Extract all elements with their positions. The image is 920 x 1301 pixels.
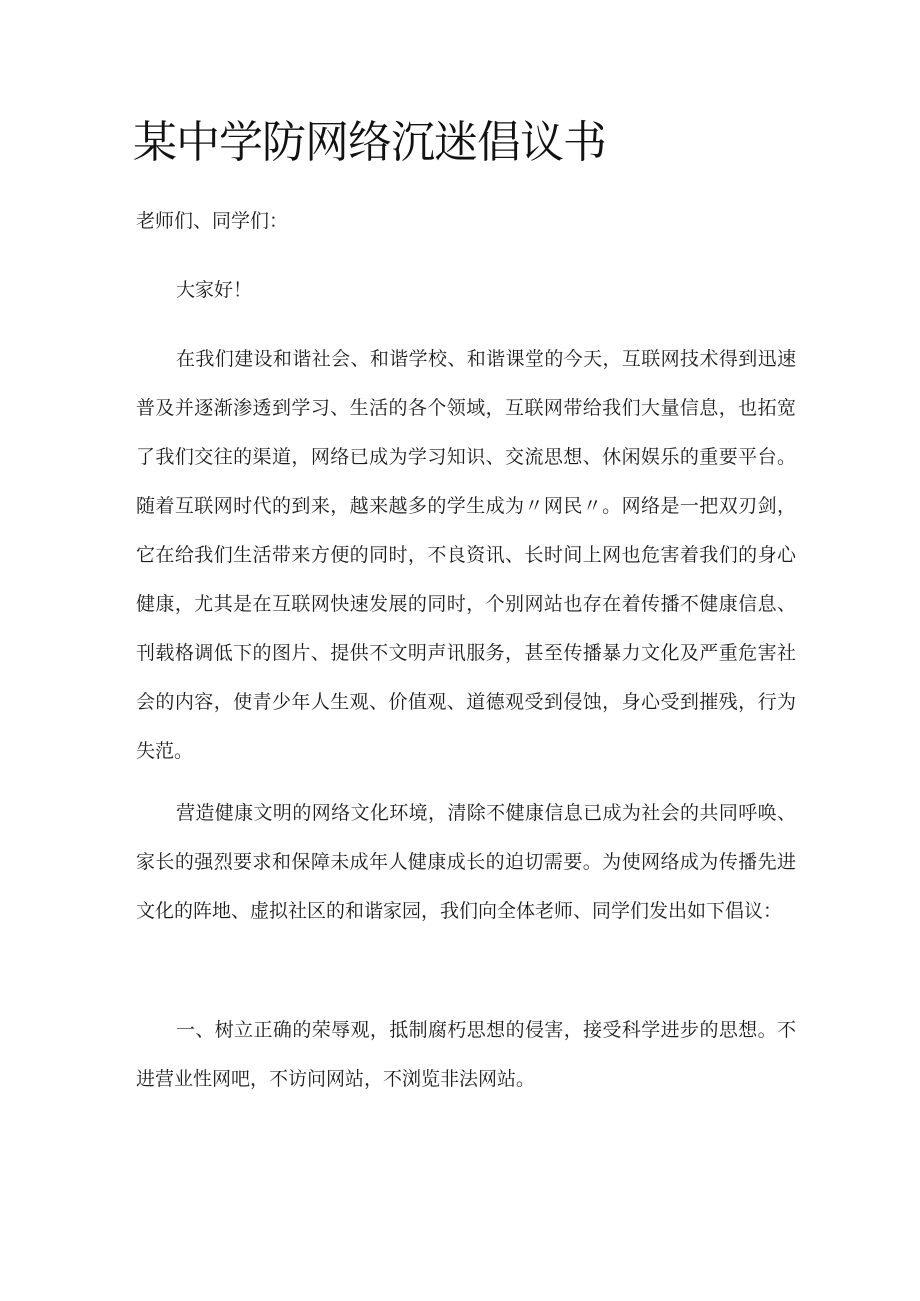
paragraph-intro: 在我们建设和谐社会、和谐学校、和谐课堂的今天，互联网技术得到迅速普及并逐渐渗透到学习、生活的各个领域，互联网带给我们大量信息，也拓宽了我们交往的渠道，网络已成为学习知识、交流思想、休闲娱乐的重要平台。随着互联网时代的到来，越来越多的学生成为〃网民〃。网络是一把双刃剑，它在给我们生活带来方便的同时，不良资讯、长时间上网也危害着我们的身心健康，尤其是在互联网快速发展的同时，个别网站也存在着传播不健康信息、刊载格调低下的图片、提供不文明声讯服务，甚至传播暴力文化及严重危害社会的内容，使青少年人生观、价值观、道德观受到侵蚀，身心受到摧残，行为失范。	[136, 348, 796, 762]
document-title: 某中学防网络沉迷倡议书	[133, 117, 606, 168]
greeting: 大家好！	[176, 279, 253, 301]
salutation: 老师们、同学们：	[136, 210, 289, 232]
paragraph-proposal-1: 一、树立正确的荣辱观，抵制腐朽思想的侵害，接受科学进步的思想。不进营业性网吧，不访问网站，不浏览非法网站。	[136, 1019, 796, 1090]
paragraph-purpose: 营造健康文明的网络文化环境，清除不健康信息已成为社会的共同呼唤、家长的强烈要求和保障未成年人健康成长的迫切需要。为使网络成为传播先进文化的阵地、虚拟社区的和谐家园，我们向全体老师、同学们发出如下倡议：	[136, 802, 796, 922]
